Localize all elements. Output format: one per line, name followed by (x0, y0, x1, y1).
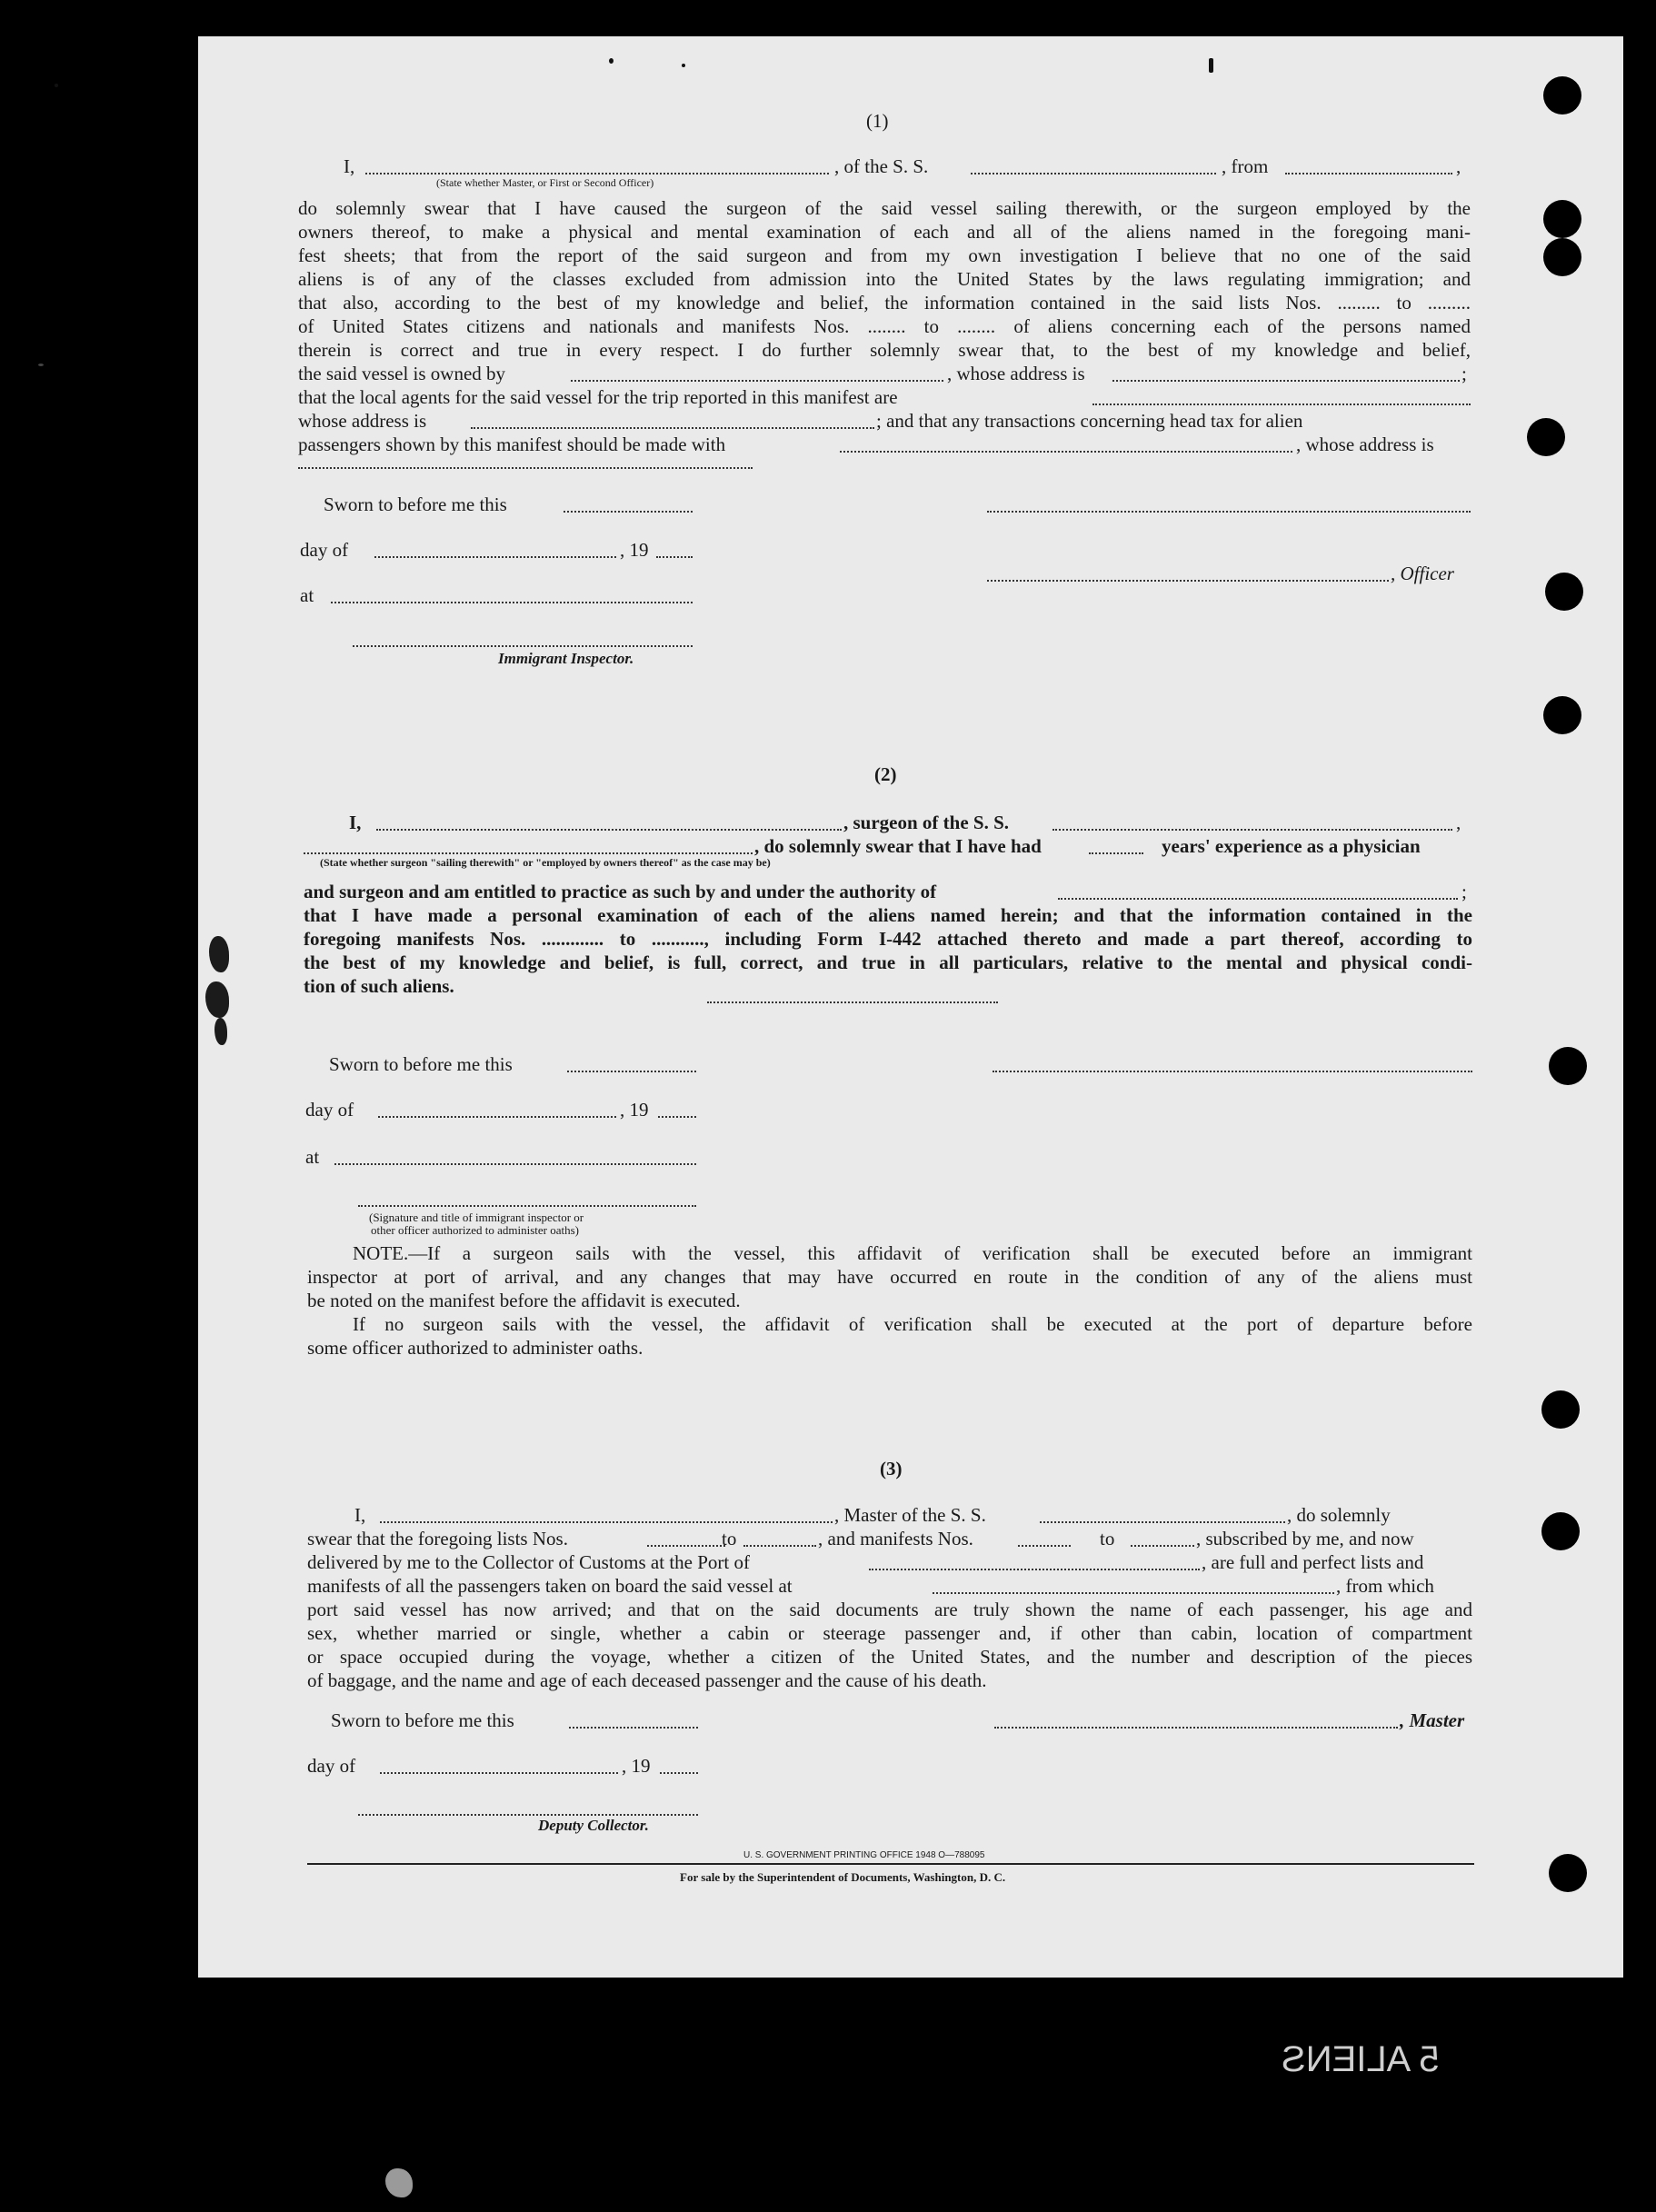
oath-1-whose: whose address is (298, 410, 427, 432)
oath-2-body-line: the best of my knowledge and belief, is full, correct, and true in all particulars, relative to the mental and physical condi- (304, 952, 1472, 973)
blank-manifests-from (1018, 1545, 1071, 1547)
blank-jurat-1-year (656, 556, 693, 558)
oath-3-last-line: of baggage, and the name and age of each deceased passenger and the cause of his death. (307, 1669, 987, 1691)
oath-2-swear: , do solemnly swear that I have had (754, 835, 1042, 857)
blank-authority (1058, 898, 1458, 900)
binder-hole (1543, 76, 1581, 115)
binder-hole (1541, 1390, 1580, 1429)
oath-3-boarded: manifests of all the passengers taken on board the said vessel at (307, 1575, 793, 1597)
oath-2-last-line: tion of such aliens. (304, 975, 454, 997)
oath-1-semicolon: ; (1461, 363, 1467, 384)
jurat-1-sworn: Sworn to before me this (324, 493, 507, 515)
master-signature-line (994, 1727, 1398, 1729)
oath-1-ss: , of the S. S. (834, 155, 929, 177)
signature-2-caption-1: (Signature and title of immigrant inspector or (369, 1211, 584, 1224)
ink-blot (209, 936, 229, 972)
oath-1-owned: the said vessel is owned by (298, 363, 506, 384)
oath-3-lists-perfect: , are full and perfect lists and (1202, 1551, 1424, 1573)
oath-1-i: I, (344, 155, 355, 177)
oath-2-semicolon: ; (1461, 881, 1467, 902)
dotted-separator (707, 1001, 998, 1003)
binder-hole (1549, 1047, 1587, 1085)
ink-blot (385, 2168, 413, 2197)
blank-master-3-name (380, 1521, 833, 1523)
oath-1-body-line: fest sheets; that from the report of the said surgeon and from my own investigation I believe that no one of the said (298, 244, 1471, 266)
jurat-2-at: at (305, 1146, 320, 1168)
blank-jurat-3-date (569, 1727, 698, 1729)
note-line: inspector at port of arrival, and any changes that may have occurred en route in the condition of any of the aliens must (307, 1266, 1472, 1288)
blank-master-name (365, 173, 829, 174)
oath-1-body-line: owners thereof, to make a physical and mental examination of each and all of the aliens named in the foregoing mani- (298, 221, 1471, 243)
signature-1-line (987, 511, 1471, 513)
oath-3-to-2: to (1100, 1528, 1115, 1549)
blank-port (869, 1569, 1200, 1570)
blank-jurat-1-date (564, 511, 693, 513)
oath-3-from-which: , from which (1336, 1575, 1434, 1597)
blank-owner-address (1112, 380, 1460, 382)
oath-3-body-line: or space occupied during the voyage, whether a citizen of the United States, and the number and description of the pieces (307, 1646, 1472, 1668)
jurat-1-at: at (300, 584, 314, 606)
binder-hole (1543, 696, 1581, 734)
oath-3-i: I, (354, 1504, 366, 1526)
blank-surgeon-name (376, 829, 842, 831)
blank-headtax-party (840, 451, 1292, 453)
blank-surgeon-status (304, 852, 753, 854)
blank-jurat-2-month (378, 1116, 616, 1118)
blank-boarding-port (933, 1592, 1334, 1594)
blank-jurat-1-place (331, 602, 693, 603)
note-line-last: be noted on the manifest before the affidavit is executed. (307, 1290, 741, 1311)
oath-3-body-line: port said vessel has now arrived; and that on the said documents are truly shown the name of each passenger, his age and (307, 1599, 1472, 1620)
section-3-number: (3) (880, 1458, 903, 1480)
oath-2-body-line: foregoing manifests Nos. ............. to ..........., including Form I-442 attached thereto and made a part thereof, according to (304, 928, 1472, 950)
blank-agent-address (471, 427, 874, 429)
oath-2-body-line: that I have made a personal examination of each of the aliens named herein; and that the information contained in the (304, 904, 1472, 926)
oath-3-to-1: to (722, 1528, 737, 1549)
jurat-3-year: , 19 (622, 1755, 651, 1777)
immigrant-inspector-label: Immigrant Inspector. (498, 650, 634, 667)
oath-1-comma: , (1456, 155, 1461, 177)
oath-2-years: years' experience as a physician (1162, 835, 1421, 857)
blank-lists-to (743, 1545, 816, 1547)
oath-1-passengers-address: , whose address is (1296, 433, 1434, 455)
section-1-number: (1) (866, 110, 889, 132)
oath-1-rank-note: (State whether Master, or First or Second Officer) (436, 176, 654, 189)
oath-1-body-line: of United States citizens and nationals and manifests Nos. ........ to ........ of aliens concerning each of the persons named (298, 315, 1471, 337)
officer-2-signature-line (358, 1205, 696, 1207)
footer-rule (307, 1863, 1474, 1865)
ink-speck (1209, 58, 1213, 73)
blank-lists-from (647, 1545, 725, 1547)
blank-surgeon-ship (1052, 829, 1452, 831)
oath-1-passengers: passengers shown by this manifest should be made with (298, 433, 726, 455)
blank-ship-name (971, 173, 1216, 174)
blank-from-port (1285, 173, 1452, 174)
oath-2-comma: , (1456, 812, 1461, 833)
oath-3-collector: delivered by me to the Collector of Customs at the Port of (307, 1551, 750, 1573)
oath-1-body-line: do solemnly swear that I have caused the surgeon of the said vessel sailing therewith, or the surgeon employed by the (298, 197, 1471, 219)
section-2-number: (2) (874, 763, 897, 785)
ink-speck (682, 64, 685, 67)
oath-3-master: , Master of the S. S. (834, 1504, 986, 1526)
signature-2-caption-2: other officer authorized to administer oaths) (371, 1223, 579, 1237)
oath-2-authority: and surgeon and am entitled to practice as such by and under the authority of (304, 881, 937, 902)
oath-3-manifests: , and manifests Nos. (818, 1528, 973, 1549)
jurat-2-day: day of (305, 1099, 354, 1121)
bleed-through-text: 5 ALIENS (1282, 2039, 1440, 2079)
note-2-line-last: some officer authorized to administer oaths. (307, 1337, 643, 1359)
document-page (198, 36, 1623, 2079)
oath-3-body-line: sex, whether married or single, whether a cabin or steerage passenger and, if other than cabin, location of compartment (307, 1622, 1472, 1644)
master-label: , Master (1400, 1709, 1465, 1731)
jurat-3-sworn: Sworn to before me this (331, 1709, 514, 1731)
officer-label: , Officer (1391, 563, 1454, 584)
oath-1-agents: that the local agents for the said vessel for the trip reported in this manifest are (298, 386, 898, 408)
gpo-imprint: U. S. GOVERNMENT PRINTING OFFICE 1948 O—788095 (743, 1850, 985, 1860)
oath-1-owned-address: , whose address is (947, 363, 1085, 384)
dust-speck (55, 84, 58, 87)
binder-hole (1527, 418, 1565, 456)
jurat-3-day: day of (307, 1755, 356, 1777)
jurat-1-day: day of (300, 539, 349, 561)
oath-1-body-line: aliens is of any of the classes excluded from admission into the United States by the laws regulating immigration; and (298, 268, 1471, 290)
note-2-line: If no surgeon sails with the vessel, the affidavit of verification shall be executed at the port of departure before (353, 1313, 1472, 1335)
oath-3-lists: swear that the foregoing lists Nos. (307, 1528, 568, 1549)
oath-3-swear: , do solemnly (1287, 1504, 1391, 1526)
blank-jurat-3-year (660, 1772, 698, 1774)
blank-ship-3-name (1040, 1521, 1285, 1523)
blank-manifests-to (1131, 1545, 1194, 1547)
officer-signature-line (987, 580, 1389, 582)
binder-hole (1543, 238, 1581, 276)
oath-1-from: , from (1222, 155, 1269, 177)
ink-speck (609, 58, 614, 64)
jurat-2-sworn: Sworn to before me this (329, 1053, 513, 1075)
binder-hole (1543, 1990, 1581, 2028)
ink-blot (205, 981, 229, 1018)
oath-2-status-note: (State whether surgeon "sailing therewith" or "employed by owners thereof" as the case may be) (320, 856, 771, 869)
oath-2-surgeon: , surgeon of the S. S. (843, 812, 1010, 833)
oath-2-i: I, (349, 812, 362, 833)
blank-jurat-2-year (658, 1116, 696, 1118)
oath-1-body-line: therein is correct and true in every respect. I do further solemnly swear that, to the best of my knowledge and belief, (298, 339, 1471, 361)
oath-1-headtax: ; and that any transactions concerning head tax for alien (876, 410, 1303, 432)
binder-hole (1545, 573, 1583, 611)
for-sale-notice: For sale by the Superintendent of Documents, Washington, D. C. (680, 1870, 1006, 1884)
blank-agents (1092, 404, 1471, 405)
dust-speck (38, 364, 44, 366)
blank-jurat-2-date (567, 1071, 696, 1072)
deputy-collector-label: Deputy Collector. (538, 1817, 649, 1834)
oath-3-subscribed: , subscribed by me, and now (1196, 1528, 1414, 1549)
blank-owner (571, 380, 943, 382)
signature-2-line (993, 1071, 1472, 1072)
binder-hole (1549, 1854, 1587, 1892)
note-line: NOTE.—If a surgeon sails with the vessel, this affidavit of verification shall be executed before an immigrant (353, 1242, 1472, 1264)
blank-jurat-1-month (374, 556, 616, 558)
blank-jurat-3-month (380, 1772, 618, 1774)
jurat-1-year: , 19 (620, 539, 649, 561)
binder-hole (1541, 1512, 1580, 1550)
blank-headtax-address (298, 467, 753, 469)
blank-jurat-2-place (334, 1163, 696, 1165)
blank-years (1089, 852, 1143, 854)
oath-1-body-line: that also, according to the best of my knowledge and belief, the information contained in the said lists Nos. ......... to ......... (298, 292, 1471, 314)
jurat-2-year: , 19 (620, 1099, 649, 1121)
binder-hole (1543, 200, 1581, 238)
ink-blot (214, 1018, 227, 1045)
